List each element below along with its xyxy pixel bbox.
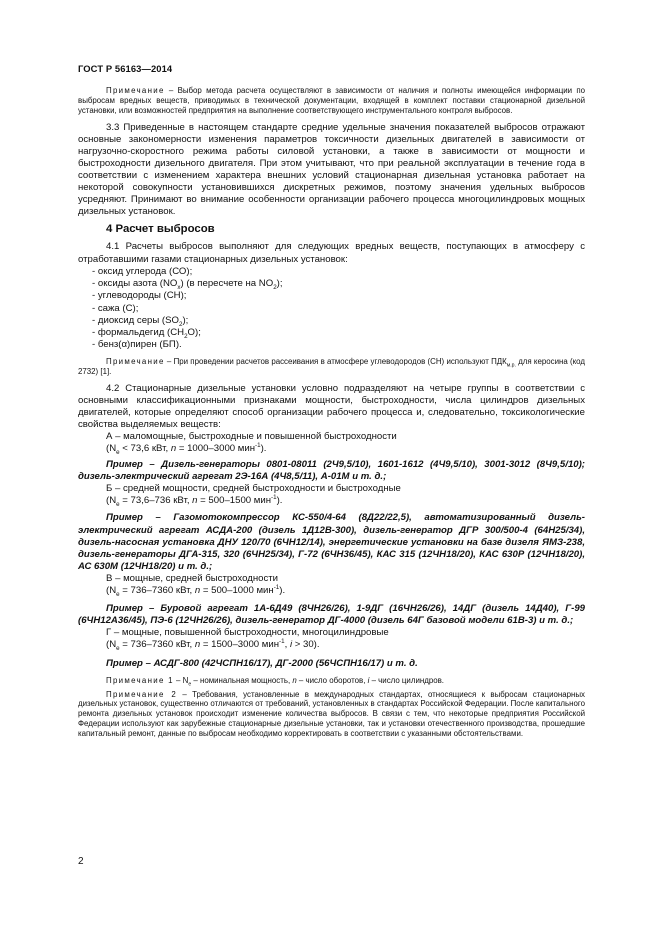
group-v-example: Пример – Буровой агрегат 1А-6Д49 (8ЧН26/26), 1-9ДГ (16ЧН26/26), 14ДГ (дизель 14Д40), Г-99 (6ЧН12А36/45), ПЭ-6 (12ЧН26/26), дизель-генератор ДГ-4000 (дизель 64Г базовой модели 61В-3) и т. д.; xyxy=(78,603,585,627)
note-method-choice xyxy=(78,86,585,116)
page-number: 2 xyxy=(78,856,84,867)
group-g-title: Г – мощные, повышенной быстроходности, многоцилиндровые xyxy=(106,627,389,639)
group-g-params: ($N_e = 736-7360$ кВт, n = 1500–3000 мин$^{-1}$, i > 30). xyxy=(106,638,320,653)
group-a xyxy=(106,431,585,455)
group-g-example: Пример – АСДГ-800 (42ЧСПН16/17), ДГ-2000 (56ЧСПН16/17) и т. д. xyxy=(106,657,418,669)
note-1: Примечание $1 - N_e$ – номинальная мощность, n – число оборотов, i – число цилиндров. xyxy=(106,675,444,688)
note-label: Примечание xyxy=(106,86,165,95)
paragraph-3-3: 3.3 Приведенные в настоящем стандарте средние удельные значения показателей выбросов отражают основные закономерности изменения параметров токсичности дизельных двигателей в зависимости от нагрузочно-скоростного режима работы силовой установки, а также в зависимости от мощности и быстроходности дизельного двигателя. При этом учитывают, что при реальной эксплуатации в течение года в соответствии с изменением характера внешних условий стационарная дизельная установка работает на некоторой совокупности установившихся дискретных режимов, поэтому значения удельных выбросов усредняют. Принимают во внимание особенности организации рабочего процесса многоцилиндровых мощных дизельных установок. xyxy=(78,121,585,218)
list-item: - формальдегид $(CH_2O)$; xyxy=(92,327,585,339)
paragraph-4-2: 4.2 Стационарные дизельные установки условно подразделяют на четыре группы в соответствии с основными классификационными признаками мощности, быстроходности, числа цилиндров дизельных двигателей, которые определяют способ организации рабочего процесса и, следовательно, токсикологические свойства выделяемых веществ: xyxy=(78,382,585,430)
note-text: – Выбор метода расчета осуществляют в зависимости от наличия и полноты имеющейся информации по выбросам вредных веществ, приводимых в технической документации, входящей в комплект поставки стационарной дизельной установки, или возможностей предприятия на выполнение соответствующего инструментального контроля выбросов. xyxy=(78,86,585,115)
document-body xyxy=(78,86,585,739)
list-item: - оксиды азота $(NO_x)$ (в пересчете на $NO_2$); xyxy=(92,278,585,290)
group-b-example: Пример – Газомотокомпрессор КС-550/4-64 (8Д22/22,5), автоматизированный дизель-электрический агрегат АСДА-200 (дизель 1Д12В-300), дизель-генератор ДГР 300/500-4 (64Н25/34), дизель-насосная установка ДНУ 120/70 (6ЧН12/14), энергетические установки на базе дизеля ЯМЗ-238, дизель-генераторы ДГА-315, 320 (6ЧН25/34), Г-72 (6ЧН36/45), КАС 315 (12ЧН18/20), КАС 630Р (12ЧН18/20), АС 630М (12ЧН18/20) и т. д.; xyxy=(78,512,585,572)
note-2: Примечание 2 – Требования, установленные в международных стандартах, относящиеся к выбросам стационарных дизельных установок, существенно отличаются от требований, установленных в стандартах Российской Федерации. После капитального ремонта дизельных установок происходит изменение количества выбросов. В связи с тем, что некоторые предприятия Российской Федерации используют как зарубежные стационарные дизельные установки, так и установки отечественного производства, прошедшие капитальный ремонт, данные по выбросам необходимо корректировать в соответствии с указанными обстоятельствами. xyxy=(78,689,585,739)
list-item: - оксид углерода (СО); xyxy=(92,266,585,278)
section-heading-4: 4 Расчет выбросов xyxy=(106,223,215,236)
list-item: - бенз(α)пирен (БП). xyxy=(92,339,585,351)
standard-header: ГОСТ Р 56163—2014 xyxy=(78,63,173,74)
list-item: - сажа (С); xyxy=(92,303,585,315)
group-v xyxy=(106,573,585,597)
group-b-params: ($N_e = 73,6-736$ кВт, n = 500–1500 мин$^{-1}$). xyxy=(106,494,283,509)
group-b-title: Б – средней мощности, средней быстроходности и быстроходные xyxy=(106,483,401,495)
list-item: - углеводороды (СН); xyxy=(92,290,585,302)
group-a-example: Пример – Дизель-генераторы 0801-08011 (2Ч9,5/10), 1601-1612 (4Ч9,5/10), 3001-3012 (8Ч9,5/10); дизель-электрический агрегат 2Э-16А (4Ч8,5/11), А-01М и т. д.; xyxy=(78,459,585,483)
group-a-params: ($N_e < 73,6$ кВт, n = 1000–3000 мин$^{-1}$). xyxy=(106,441,267,456)
group-a-title: А – маломощные, быстроходные и повышенной быстроходности xyxy=(106,430,397,442)
group-b xyxy=(106,483,585,507)
list-item: - диоксид серы $(SO_2)$; xyxy=(92,315,585,327)
note-hydrocarbons: Примечание – При проведении расчетов рассеивания в атмосфере углеводородов (СН) используют $ПДК_{м.р.}$ для керосина (код 2732) [1]. xyxy=(78,356,585,376)
substance-list xyxy=(92,266,585,352)
paragraph-4-1: 4.1 Расчеты выбросов выполняют для следующих вредных веществ, поступающих в атмосферу с отработавшими газами стационарных дизельных установок: xyxy=(78,241,585,265)
group-g xyxy=(106,627,585,651)
group-v-title: В – мощные, средней быстроходности xyxy=(106,572,279,584)
group-v-params: ($N_e = 736-7360$ кВт, n = 500–1000 мин$^{-1}$). xyxy=(106,583,286,598)
